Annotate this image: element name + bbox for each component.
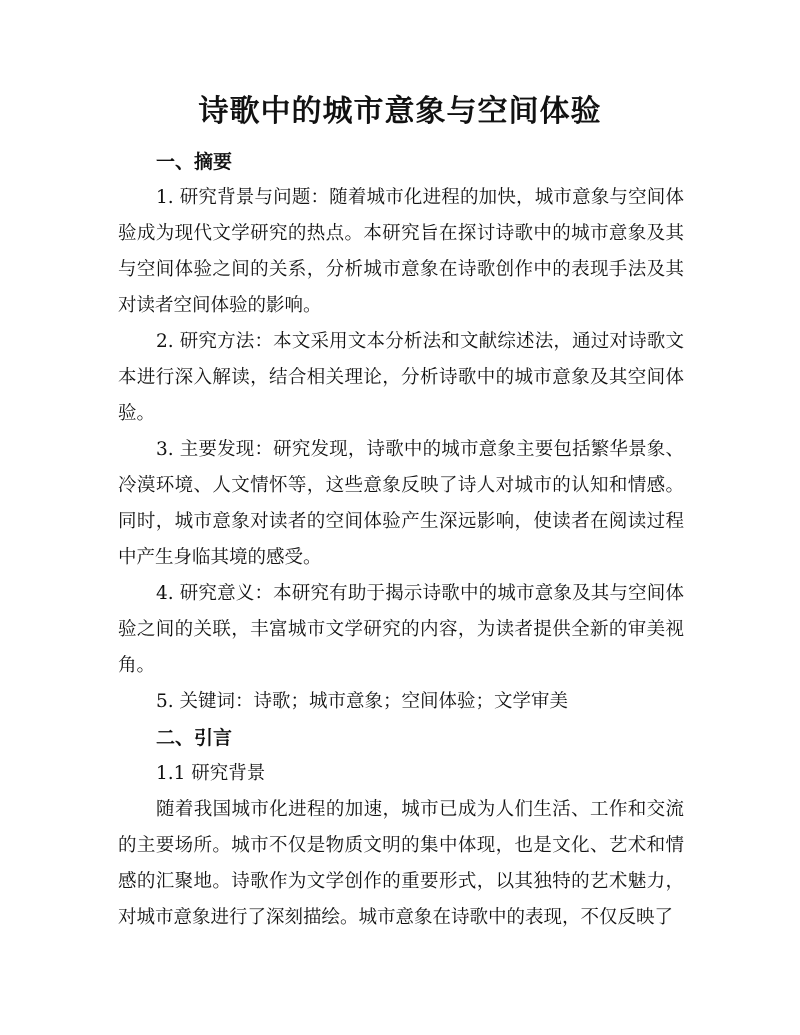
abstract-item-method: 2. 研究方法：本文采用文本分析法和文献综述法，通过对诗歌文本进行深入解读，结合相关理论，分析诗歌中的城市意象及其空间体验。 — [118, 331, 684, 424]
document-title: 诗歌中的城市意象与空间体验 — [198, 94, 602, 129]
section-heading-abstract: 一、摘要 — [156, 151, 233, 173]
abstract-item-findings: 3. 主要发现：研究发现，诗歌中的城市意象主要包括繁华景象、冷漠环境、人文情怀等，这些意象反映了诗人对城市的认知和情感。同时，城市意象对读者的空间体验产生深远影响，使读者在阅读过程中产生身临其境的感受。 — [118, 439, 684, 568]
document-body — [118, 144, 684, 936]
intro-paragraph: 随着我国城市化进程的加速，城市已成为人们生活、工作和交流的主要场所。城市不仅是物质文明的集中体现，也是文化、艺术和情感的汇聚地。诗歌作为文学创作的重要形式，以其独特的艺术魅力，对城市意象进行了深刻描绘。城市意象在诗歌中的表现，不仅反映了 — [118, 799, 684, 928]
abstract-item-background: 1. 研究背景与问题：随着城市化进程的加快，城市意象与空间体验成为现代文学研究的热点。本研究旨在探讨诗歌中的城市意象及其与空间体验之间的关系，分析城市意象在诗歌创作中的表现手法及其对读者空间体验的影响。 — [118, 187, 684, 316]
abstract-item-keywords: 5. 关键词：诗歌；城市意象；空间体验；文学审美 — [156, 691, 569, 712]
abstract-item-significance: 4. 研究意义：本研究有助于揭示诗歌中的城市意象及其与空间体验之间的关联，丰富城市文学研究的内容，为读者提供全新的审美视角。 — [118, 583, 684, 676]
subsection-heading-background: 1.1 研究背景 — [156, 763, 266, 784]
section-heading-introduction: 二、引言 — [156, 727, 233, 749]
